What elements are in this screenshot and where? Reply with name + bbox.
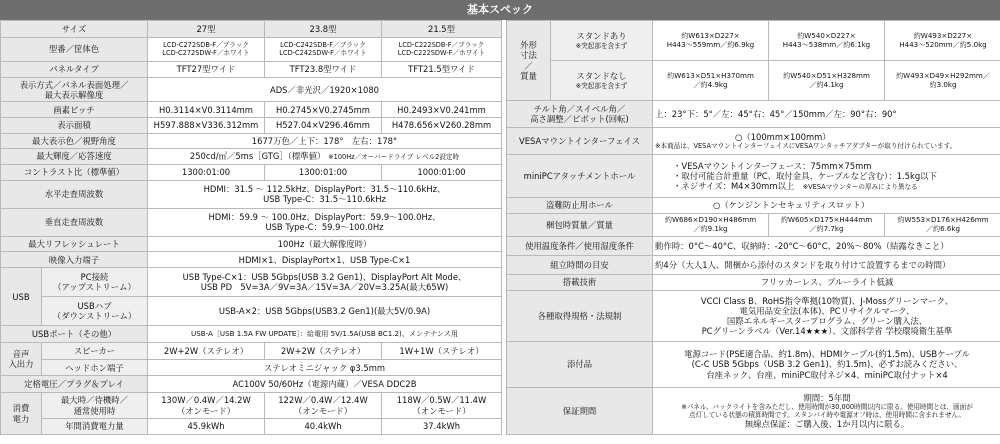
pack-27: 約W686×D190×H486mm ／約9.1kg bbox=[653, 214, 769, 237]
vesa-label: VESAマウントインターフェイス bbox=[507, 128, 653, 155]
display-value: ADS／非光沢／1920×1080 bbox=[148, 78, 502, 102]
pitch-label: 画素ピッチ bbox=[1, 102, 148, 118]
panel-215: TFT21.5型ワイド bbox=[382, 61, 502, 78]
headphone-value: ステレオミニジャック φ3.5mm bbox=[148, 359, 502, 376]
audio-label: 音声 入出力 bbox=[1, 343, 42, 376]
size-215: 21.5型 bbox=[382, 21, 502, 38]
tilt-value: 上：23°下：5°／左：45°右：45°／150mm／左：90°右：90° bbox=[653, 101, 1000, 128]
brightness-label: 最大輝度／応答速度 bbox=[1, 149, 148, 165]
annual-label: 年間消費電力量 bbox=[42, 419, 148, 435]
brightness-value: 250cd/㎡／5ms［GTG］（標準値） ※100Hz／オーバードライブ レベル2設定時 bbox=[148, 149, 502, 165]
power-label: 定格電圧／プラグ＆プレイ bbox=[1, 376, 148, 393]
temp-value: 動作時：0°C～40°C、収納時：-20°C～60°C、20%～80%（結露なきこと） bbox=[653, 237, 1000, 256]
usb-hub-label: USBハブ （ダウンストリーム） bbox=[42, 297, 148, 326]
annual-215: 37.4kWh bbox=[382, 419, 502, 435]
accessories-value: 電源コード(PSE適合品、約1.8m)、HDMIケーブル(約1.5m)、USBケーブル (C-C USB 5Gbps（USB 3.2 Gen1)、約1.5m)、必ずお読みください、 台座ネック、台座、miniPC取付ネジ×4、miniPC取付ナット×4 bbox=[653, 342, 1000, 388]
size-27: 27型 bbox=[148, 21, 265, 38]
usb-label: USB bbox=[1, 268, 42, 326]
size-238: 23.8型 bbox=[265, 21, 382, 38]
pitch-27: H0.3114×V0.3114mm bbox=[148, 102, 265, 118]
panel-label: パネルタイプ bbox=[1, 61, 148, 78]
theft-label: 盗難防止用ホール bbox=[507, 198, 653, 214]
panel-27: TFT27型ワイド bbox=[148, 61, 265, 78]
usb-pc-label: PC接続 （アップストリーム） bbox=[42, 268, 148, 297]
refresh-value: 100Hz（最大解像度時） bbox=[148, 236, 502, 252]
model-label: 型番／筐体色 bbox=[1, 37, 148, 61]
consume-label: 消費 電力 bbox=[1, 393, 42, 435]
contrast-label: コントラスト比（標準値） bbox=[1, 164, 148, 180]
usb-pc-value: USB Type-C×1：USB 5Gbps(USB 3.2 Gen1)、DisplayPort Alt Mode、 USB PD 5V=3A／9V=3A／15V=3A／20V=3.25A(最大65W) bbox=[148, 268, 502, 297]
pitch-238: H0.2745×V0.2745mm bbox=[265, 102, 382, 118]
nostand-27: 約W613×D51×H370mm ／約4.9kg bbox=[653, 61, 769, 101]
nostand-215: 約W493×D49×H292mm／ 約3.0kg bbox=[885, 61, 1000, 101]
power-value: AC100V 50/60Hz（電源内蔵）／VESA DDC2B bbox=[148, 376, 502, 393]
input-value: HDMI×1、DisplayPort×1、USB Type-C×1 bbox=[148, 252, 502, 268]
warranty-label: 保証期間 bbox=[507, 388, 653, 435]
pack-238: 約W605×D175×H444mm ／約7.7kg bbox=[769, 214, 885, 237]
ext-label: 外形 寸法 ／ 質量 bbox=[507, 21, 551, 101]
tilt-label: チルト角／スイベル角／ 高さ調整／ピボット(回転) bbox=[507, 101, 653, 128]
refresh-label: 最大リフレッシュレート bbox=[1, 236, 148, 252]
tech-value: フリッカーレス、ブルーライト低減 bbox=[653, 275, 1000, 291]
headphone-label: ヘッドホン端子 bbox=[42, 359, 148, 376]
hfreq-value: HDMI：31.5 ～ 112.5kHz、DisplayPort：31.5～110.6kHz、 USB Type-C：31.5～110.6kHz bbox=[148, 180, 502, 208]
speaker-238: 2W+2W（ステレオ） bbox=[265, 343, 382, 360]
annual-27: 45.9kWh bbox=[148, 419, 265, 435]
nostand-label: スタンドなし ※突起部を含まず bbox=[551, 61, 653, 101]
pack-215: 約W553×D176×H426mm ／約6.6kg bbox=[885, 214, 1000, 237]
nostand-238: 約W540×D51×H328mm ／約4.1kg bbox=[769, 61, 885, 101]
right-spec-table bbox=[506, 20, 1000, 435]
page-title: 基本スペック bbox=[0, 0, 1000, 20]
contrast-215: 1000:01:00 bbox=[382, 164, 502, 180]
area-27: H597.888×V336.312mm bbox=[148, 117, 265, 133]
annual-238: 40.4kWh bbox=[265, 419, 382, 435]
temp-label: 使用温度条件／使用湿度条件 bbox=[507, 237, 653, 256]
usbport-label: USBポート（その他） bbox=[1, 326, 148, 343]
display-label: 表示方式／パネル表面処理／ 最大表示解像度 bbox=[1, 78, 148, 102]
assembly-value: 約4分（大人1人、開梱から添付のスタンドを取り付けて設置するまでの時間） bbox=[653, 256, 1000, 275]
size-label: サイズ bbox=[1, 21, 148, 38]
vfreq-label: 垂直走査周波数 bbox=[1, 208, 148, 236]
model-215: LCD-C222SDB-F／ブラック LCD-C222SDW-F／ホワイト bbox=[382, 37, 502, 61]
usb-hub-value: USB-A×2：USB 5Gbps(USB3.2 Gen1)(最大5V/0.9A) bbox=[148, 297, 502, 326]
stand-27: 約W613×D227× H443～559mm／約6.9kg bbox=[653, 21, 769, 61]
input-label: 映像入力端子 bbox=[1, 252, 148, 268]
colors-label: 最大表示色／視野角度 bbox=[1, 133, 148, 149]
tech-label: 搭載技術 bbox=[507, 275, 653, 291]
hfreq-label: 水平走査周波数 bbox=[1, 180, 148, 208]
speaker-27: 2W+2W（ステレオ） bbox=[148, 343, 265, 360]
area-215: H478.656×V260.28mm bbox=[382, 117, 502, 133]
cert-value: VCCI Class B、RoHS指令準拠(10物質)、J-Mossグリーンマーク、 電気用品安全法(本体)、PCリサイクルマーク、 国際エネルギースタープログラム、グリーン購入法、 PCグリーンラベル（Ver.14★★★）、文部科学省 学校環境衛生基準 bbox=[653, 291, 1000, 342]
stand-238: 約W540×D227× H443～538mm／約6.1kg bbox=[769, 21, 885, 61]
speaker-215: 1W+1W（ステレオ） bbox=[382, 343, 502, 360]
stand-label: スタンドあり ※突起部を含まず bbox=[551, 21, 653, 61]
speaker-label: スピーカー bbox=[42, 343, 148, 360]
consume-215: 118W／0.5W／11.4W （オンモード） bbox=[382, 393, 502, 419]
colors-value: 1677万色／上下：178° 左右：178° bbox=[148, 133, 502, 149]
consume-max-label: 最大時／待機時／ 通常使用時 bbox=[42, 393, 148, 419]
usbport-value: USB-A［USB 1.5A FW UPDATE］：給電用 5V/1.5A(USB BC1.2)、メンテナンス用 bbox=[148, 326, 502, 343]
consume-27: 130W／0.4W／14.2W （オンモード） bbox=[148, 393, 265, 419]
cert-label: 各種取得規格・法規制 bbox=[507, 291, 653, 342]
panel-238: TFT23.8型ワイド bbox=[265, 61, 382, 78]
pack-label: 梱包時質量／質量 bbox=[507, 214, 653, 237]
contrast-27: 1300:01:00 bbox=[148, 164, 265, 180]
minipc-label: miniPCアタッチメントホール bbox=[507, 155, 653, 198]
area-238: H527.04×V296.46mm bbox=[265, 117, 382, 133]
stand-215: 約W493×D227× H443～520mm／約5.0kg bbox=[885, 21, 1000, 61]
left-spec-table bbox=[0, 20, 502, 435]
theft-value: ○（ケンジントンセキュリティスロット） bbox=[653, 198, 1000, 214]
minipc-value: ・VESAマウントインターフェース：75mm×75mm ・取付可能合計重量（PC、取付金具、ケーブルなど含む）：1.5kg以下 ・ネジサイズ：M4×30mm以上 ※VESAマウンターの厚みにより異なる bbox=[653, 155, 1000, 198]
model-238: LCD-C242SDB-F／ブラック LCD-C242SDW-F／ホワイト bbox=[265, 37, 382, 61]
area-label: 表示面積 bbox=[1, 117, 148, 133]
pitch-215: H0.2493×V0.241mm bbox=[382, 102, 502, 118]
vesa-value: ○（100mm×100mm） ※本商品は、VESAマウントインターフェイスにVESAワンタッチアダプターが取り付けられています。 bbox=[653, 128, 1000, 155]
consume-238: 122W／0.4W／12.4W （オンモード） bbox=[265, 393, 382, 419]
contrast-238: 1300:01:00 bbox=[265, 164, 382, 180]
model-27: LCD-C272SDB-F／ブラック LCD-C272SDW-F／ホワイト bbox=[148, 37, 265, 61]
vfreq-value: HDMI：59.9 ～ 100.0Hz、DisplayPort：59.9～100.0Hz、 USB Type-C：59.9～100.0Hz bbox=[148, 208, 502, 236]
accessories-label: 添付品 bbox=[507, 342, 653, 388]
warranty-value: 期間：5年間 ※パネル、バックライトを含みただし、使用時間が30,000時間以内に限る。使用時間とは、画面が 点灯している状態の積算時間です。スタンバイ時や電源オフ時は、使用時間に含まれません。 無線点保証：ご購入後、1か月以内に限る。 bbox=[653, 388, 1000, 435]
assembly-label: 組立時間の目安 bbox=[507, 256, 653, 275]
